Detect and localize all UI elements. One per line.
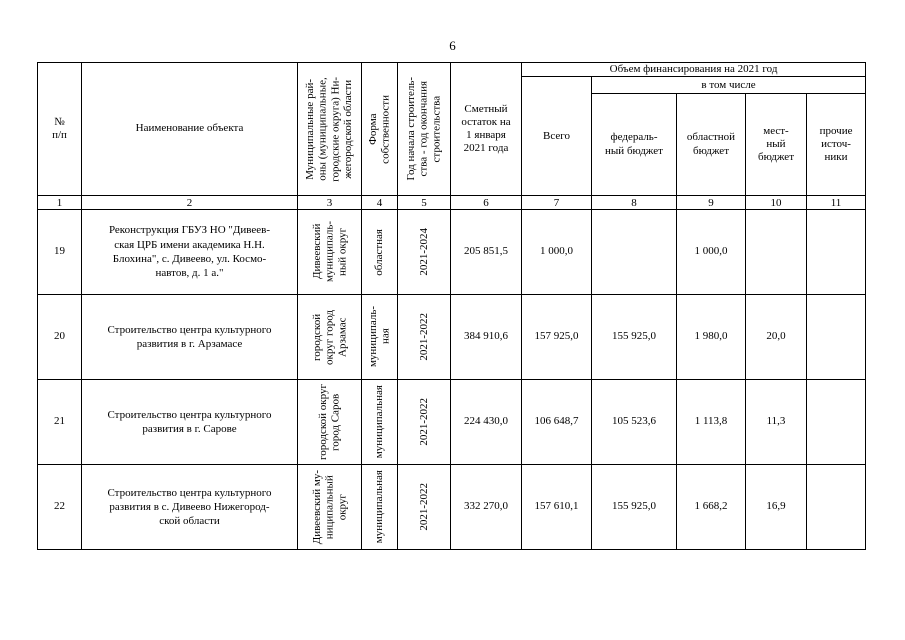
total: 1 000,0 bbox=[522, 210, 592, 295]
header-col-district: Муниципальные рай- оны (муниципальные, городские округа) Ни- жегородской области bbox=[298, 63, 362, 196]
federal-budget: 155 925,0 bbox=[592, 465, 677, 550]
regional-budget: 1 980,0 bbox=[677, 295, 746, 380]
local-budget: 16,9 bbox=[746, 465, 807, 550]
table-row bbox=[38, 210, 866, 295]
years: 2021-2022 bbox=[398, 380, 451, 465]
header-group-financing: Объем финансирования на 2021 год bbox=[522, 63, 866, 77]
district: городской округ город Арзамас bbox=[298, 295, 362, 380]
federal-budget: 105 523,6 bbox=[592, 380, 677, 465]
header-col-other: прочие источ- ники bbox=[807, 94, 866, 196]
object-name: Строительство центра культурного развития в с. Дивеево Нижегород- ской области bbox=[82, 465, 298, 550]
row-number: 21 bbox=[38, 380, 82, 465]
years: 2021-2022 bbox=[398, 465, 451, 550]
column-number: 8 bbox=[592, 196, 677, 210]
page-number: 6 bbox=[449, 38, 456, 53]
header-col-years: Год начала строитель- ства - год окончания строительства bbox=[398, 63, 451, 196]
row-number: 19 bbox=[38, 210, 82, 295]
table-row bbox=[38, 295, 866, 380]
local-budget bbox=[746, 210, 807, 295]
column-number: 3 bbox=[298, 196, 362, 210]
other-sources bbox=[807, 465, 866, 550]
column-number: 2 bbox=[82, 196, 298, 210]
regional-budget: 1 000,0 bbox=[677, 210, 746, 295]
other-sources bbox=[807, 295, 866, 380]
total: 157 925,0 bbox=[522, 295, 592, 380]
header-col-number: № п/п bbox=[38, 63, 82, 196]
column-numbers-row bbox=[38, 196, 866, 210]
regional-budget: 1 113,8 bbox=[677, 380, 746, 465]
header-col-object-name: Наименование объекта bbox=[82, 63, 298, 196]
column-number: 9 bbox=[677, 196, 746, 210]
district: Дивеевский му- ниципальный округ bbox=[298, 465, 362, 550]
column-number: 10 bbox=[746, 196, 807, 210]
years: 2021-2022 bbox=[398, 295, 451, 380]
header-col-estimate: Сметный остаток на 1 января 2021 года bbox=[451, 63, 522, 196]
local-budget: 20,0 bbox=[746, 295, 807, 380]
table-row bbox=[38, 380, 866, 465]
header-col-total: Всего bbox=[522, 77, 592, 196]
total: 157 610,1 bbox=[522, 465, 592, 550]
column-number: 4 bbox=[362, 196, 398, 210]
other-sources bbox=[807, 380, 866, 465]
header-col-regional: областной бюджет bbox=[677, 94, 746, 196]
regional-budget: 1 668,2 bbox=[677, 465, 746, 550]
estimate: 384 910,6 bbox=[451, 295, 522, 380]
estimate: 332 270,0 bbox=[451, 465, 522, 550]
column-number: 5 bbox=[398, 196, 451, 210]
header-subgroup-including: в том числе bbox=[592, 77, 866, 94]
district: Дивеевский муниципаль- ный округ bbox=[298, 210, 362, 295]
ownership: муниципаль- ная bbox=[362, 295, 398, 380]
district: городской округ город Саров bbox=[298, 380, 362, 465]
federal-budget: 155 925,0 bbox=[592, 295, 677, 380]
other-sources bbox=[807, 210, 866, 295]
ownership: муниципальная bbox=[362, 465, 398, 550]
row-number: 20 bbox=[38, 295, 82, 380]
header-col-federal: федераль- ный бюджет bbox=[592, 94, 677, 196]
header-col-local: мест- ный бюджет bbox=[746, 94, 807, 196]
column-number: 6 bbox=[451, 196, 522, 210]
ownership: областная bbox=[362, 210, 398, 295]
row-number: 22 bbox=[38, 465, 82, 550]
column-number: 11 bbox=[807, 196, 866, 210]
local-budget: 11,3 bbox=[746, 380, 807, 465]
column-number: 7 bbox=[522, 196, 592, 210]
table-row bbox=[38, 465, 866, 550]
years: 2021-2024 bbox=[398, 210, 451, 295]
object-name: Реконструкция ГБУЗ НО "Дивеев- ская ЦРБ имени академика Н.Н. Блохина", с. Дивеево, ул. Космо- навтов, д. 1 а." bbox=[82, 210, 298, 295]
ownership: муниципальная bbox=[362, 380, 398, 465]
financing-table bbox=[37, 62, 866, 550]
estimate: 205 851,5 bbox=[451, 210, 522, 295]
column-number: 1 bbox=[38, 196, 82, 210]
object-name: Строительство центра культурного развития в г. Сарове bbox=[82, 380, 298, 465]
object-name: Строительство центра культурного развития в г. Арзамасе bbox=[82, 295, 298, 380]
header-col-ownership: Форма собственности bbox=[362, 63, 398, 196]
total: 106 648,7 bbox=[522, 380, 592, 465]
estimate: 224 430,0 bbox=[451, 380, 522, 465]
federal-budget bbox=[592, 210, 677, 295]
